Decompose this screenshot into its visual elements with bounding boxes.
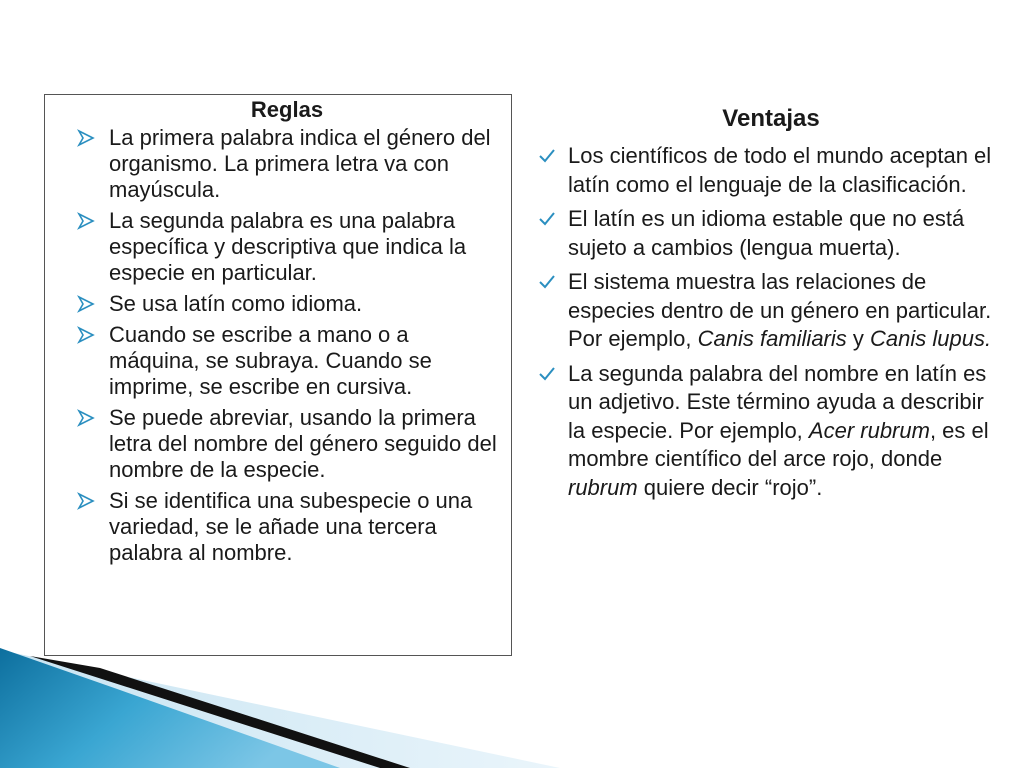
advantage-text-part: y xyxy=(846,326,871,351)
checkmark-icon xyxy=(538,147,556,165)
checkmark-icon xyxy=(538,273,556,291)
rule-text: La segunda palabra es una palabra específica y descriptiva que indica la especie en particular. xyxy=(109,208,467,285)
advantage-text: Los científicos de todo el mundo aceptan el latín como el lenguaje de la clasificación. xyxy=(568,143,992,197)
arrow-bullet-icon xyxy=(77,326,95,344)
advantage-text xyxy=(568,361,989,500)
rule-text: Se usa latín como idioma. xyxy=(109,291,363,316)
advantage-text xyxy=(568,269,991,351)
advantage-text-part: quiere decir “rojo”. xyxy=(637,474,823,500)
checkmark-icon xyxy=(538,365,556,383)
rules-list xyxy=(77,125,497,566)
advantage-text-part: La segunda palabra del nombre en latín es un adjetivo. Este término ayuda a describir la especie. Por ejemplo, xyxy=(568,360,987,443)
advantage-text-part: El sistema muestra las relaciones de especies dentro de un género en particular. Por ejemplo, xyxy=(568,269,992,351)
list-item xyxy=(536,142,1006,199)
list-item xyxy=(77,488,497,566)
list-item xyxy=(77,291,497,317)
rule-text: Si se identifica una subespecie o una variedad, se le añade una tercera palabra al nombre. xyxy=(109,488,473,565)
list-item xyxy=(536,205,1006,262)
list-item xyxy=(536,360,1006,503)
arrow-bullet-icon xyxy=(77,409,95,427)
advantages-section xyxy=(536,104,1006,508)
blue-swoosh xyxy=(0,648,340,768)
checkmark-icon xyxy=(538,210,556,228)
arrow-bullet-icon xyxy=(77,295,95,313)
species-name: rubrum xyxy=(568,474,638,500)
rule-text: La primera palabra indica el género del organismo. La primera letra va con mayúscula. xyxy=(109,125,491,202)
advantages-title: Ventajas xyxy=(722,105,820,132)
species-name: Canis familiaris xyxy=(697,326,847,351)
rules-box xyxy=(44,94,512,656)
arrow-bullet-icon xyxy=(77,212,95,230)
advantages-list xyxy=(536,142,1006,502)
black-swoosh xyxy=(30,656,410,768)
rule-text: Cuando se escribe a mano o a máquina, se subraya. Cuando se imprime, se escribe en cursiva. xyxy=(109,322,432,399)
list-item xyxy=(77,208,497,286)
list-item xyxy=(536,268,1006,354)
species-name: Acer rubrum xyxy=(808,417,930,443)
arrow-bullet-icon xyxy=(77,129,95,147)
advantage-text: El latín es un idioma estable que no está sujeto a cambios (lengua muerta). xyxy=(568,206,965,260)
arrow-bullet-icon xyxy=(77,492,95,510)
list-item xyxy=(77,322,497,400)
advantage-text-part: , es el mombre científico del arce rojo, donde xyxy=(568,417,989,471)
list-item xyxy=(77,125,497,203)
species-name: Canis lupus. xyxy=(870,326,992,351)
rules-title: Reglas xyxy=(250,97,324,122)
list-item xyxy=(77,405,497,483)
light-swoosh xyxy=(0,650,560,768)
rule-text: Se puede abreviar, usando la primera letra del nombre del género seguido del nombre de la especie. xyxy=(109,405,497,482)
